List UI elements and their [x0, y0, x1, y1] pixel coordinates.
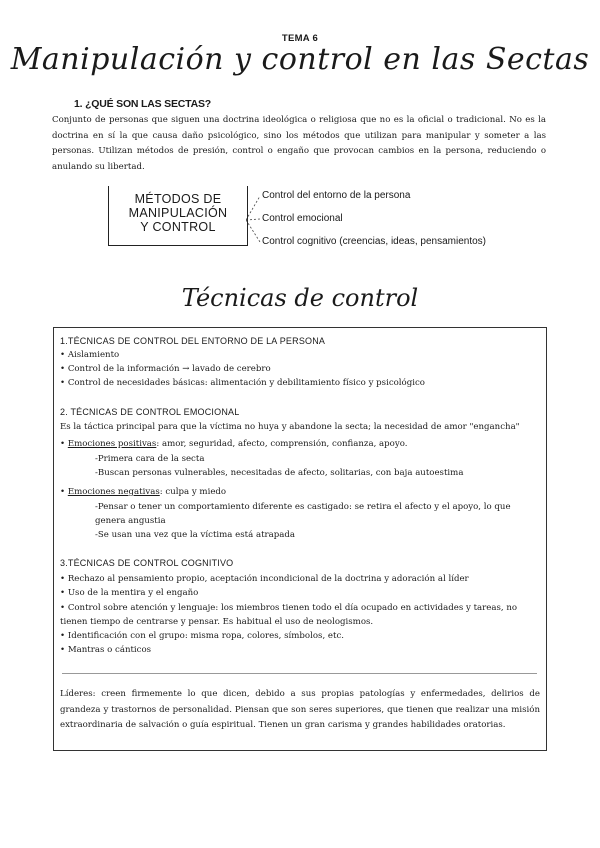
cognitivo-item: • Control sobre atención y lenguaje: los miembros tienen todo el día ocupado en actividades y tareas, no	[60, 603, 517, 613]
methods-box-line: MÉTODOS DE	[134, 192, 222, 206]
methods-box	[108, 186, 248, 246]
leaders-text: Líderes: creen firmemente lo que dicen, debido a sus propias patologías y enfermedades, delirios de grandeza y trastornos de personalidad. Piensan que son seres superiores, que tienen que realizar una misión extraordinaria de salvación o guía espiritual. Tienen un gran carisma y grandes habilidades oratorias.	[60, 689, 540, 730]
techniques-title: Técnicas de control	[181, 284, 419, 312]
methods-box-line: Y CONTROL	[140, 220, 216, 234]
tema-label: TEMA 6	[281, 33, 319, 44]
positivas-label: Emociones positivas	[67, 439, 157, 449]
entorno-item: • Control de necesidades básicas: alimentación y debilitamiento físico y psicológico	[60, 378, 425, 388]
negativas-sub: -Se usan una vez que la víctima está atrapada	[95, 530, 296, 540]
divider	[62, 673, 537, 674]
entorno-heading: 1.TÉCNICAS DE CONTROL DEL ENTORNO DE LA PERSONA	[60, 336, 326, 346]
methods-box-line: MANIPULACIÓN	[128, 206, 228, 220]
positivas-text: : amor, seguridad, afecto, comprensión, confianza, apoyo.	[156, 439, 408, 449]
page-title: Manipulación y control en las Sectas	[10, 42, 590, 77]
cognitivo-heading: 3.TÉCNICAS DE CONTROL COGNITIVO	[60, 558, 234, 568]
emocional-intro: Es la táctica principal para que la víctima no huya y abandone la secta; la necesidad de amor "engancha"	[60, 422, 520, 432]
negativas-label: Emociones negativas	[67, 487, 160, 497]
method-item: Control del entorno de la persona	[262, 190, 411, 201]
positivas-sub: -Primera cara de la secta	[95, 454, 205, 464]
negativas-item	[60, 487, 226, 497]
section1-heading: 1. ¿QUÉ SON LAS SECTAS?	[74, 98, 211, 110]
emocional-heading: 2. TÉCNICAS DE CONTROL EMOCIONAL	[60, 407, 240, 417]
method-item: Control emocional	[262, 213, 343, 224]
negativas-sub: genera angustia	[95, 516, 166, 526]
negativas-text: : culpa y miedo	[159, 487, 227, 497]
method-item: Control cognitivo (creencias, ideas, pensamientos)	[262, 236, 486, 247]
positivas-sub: -Buscan personas vulnerables, necesitadas de afecto, solitarias, con baja autoestima	[95, 468, 464, 478]
cognitivo-item: • Uso de la mentira y el engaño	[60, 588, 198, 598]
entorno-item: • Aislamiento	[60, 350, 119, 360]
cognitivo-item: • Identificación con el grupo: misma ropa, colores, símbolos, etc.	[60, 631, 344, 641]
negativas-sub: -Pensar o tener un comportamiento diferente es castigado: se retira el afecto y el apoyo, lo que	[95, 502, 511, 512]
cognitivo-item: • Mantras o cánticos	[60, 645, 151, 655]
entorno-item: • Control de la información → lavado de cerebro	[60, 364, 271, 374]
section1-text: Conjunto de personas que siguen una doctrina ideológica o religiosa que no es la oficial o tradicional. No es la doctrina en sí la que causa daño psicológico, sino los métodos que utilizan para manipular y someter a las personas. Utilizan métodos de presión, control o engaño que provocan cambios en la persona, reduciendo o anulando su libertad.	[52, 115, 546, 172]
cognitivo-item-cont: tienen tiempo de centrarse y pensar. Es habitual el uso de neologismos.	[60, 617, 374, 627]
cognitivo-item: • Rechazo al pensamiento propio, aceptación incondicional de la doctrina y adoración al líder	[60, 574, 469, 584]
positivas-item	[60, 439, 407, 449]
